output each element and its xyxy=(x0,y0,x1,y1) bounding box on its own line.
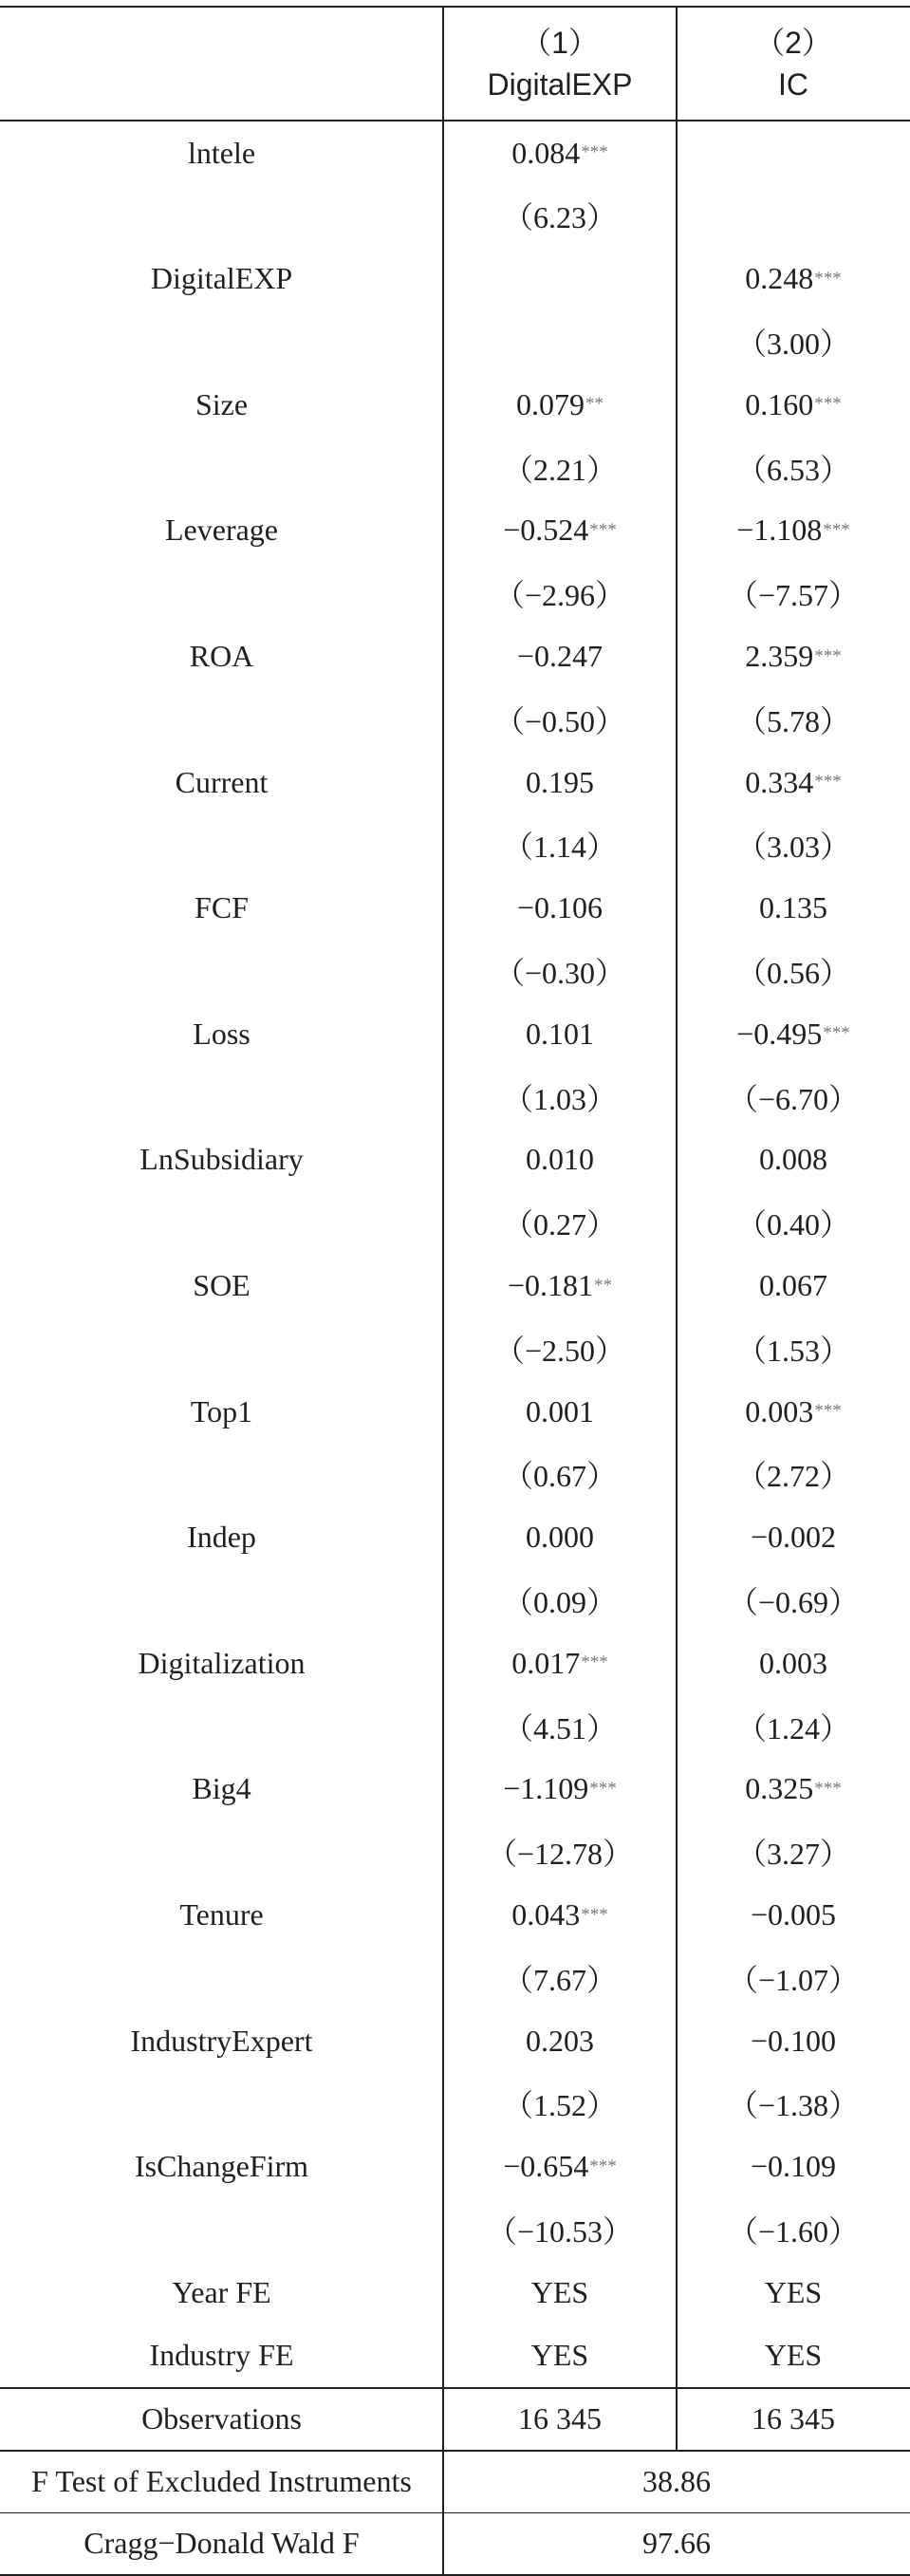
row-label: IndustryExpert xyxy=(130,2023,313,2058)
cell-value: 0.203 xyxy=(526,2023,594,2058)
cell-col2 xyxy=(677,310,910,373)
cell-col2 xyxy=(677,2324,910,2387)
table-row xyxy=(0,1254,910,1316)
cell-value: −0.524 xyxy=(503,513,589,548)
cell-col2 xyxy=(677,2072,910,2135)
row-label: Cragg−Donald Wald F xyxy=(84,2526,360,2561)
cell-col1: 0.017 *** xyxy=(511,1645,608,1680)
cell-value: （1.14） xyxy=(502,830,617,865)
cell-col1: −0.524 *** xyxy=(503,513,617,548)
row-label xyxy=(0,1443,443,1505)
cell-value: （−0.30） xyxy=(493,956,626,991)
statistic-row xyxy=(0,2513,910,2574)
row-label xyxy=(0,1066,443,1129)
row-label: DigitalEXP xyxy=(150,261,293,296)
cell-col2 xyxy=(677,184,910,247)
row-label xyxy=(0,437,443,499)
table-row xyxy=(0,877,910,940)
row-label: Industry FE xyxy=(149,2338,294,2373)
cell-col1: 0.079 ** xyxy=(516,386,604,421)
tstat-row xyxy=(0,1191,910,1254)
tstat-row xyxy=(0,1317,910,1380)
row-label xyxy=(0,2072,443,2135)
cell-col2 xyxy=(677,1947,910,2009)
table-row xyxy=(0,1380,910,1443)
cell-value: （−6.70） xyxy=(727,1081,860,1116)
row-label xyxy=(0,310,443,373)
cell-col2 xyxy=(677,940,910,1002)
tstat-row xyxy=(0,940,910,1002)
cell-value: （2.21） xyxy=(502,452,617,487)
cell-value: 0.067 xyxy=(759,1268,827,1303)
row-label: Tenure xyxy=(179,1897,264,1932)
row-label xyxy=(0,2198,443,2261)
cell-value: （5.78） xyxy=(735,703,850,738)
cell-col1 xyxy=(443,688,677,751)
table-row xyxy=(0,1758,910,1820)
header-blank xyxy=(0,8,443,120)
row-label xyxy=(0,562,443,625)
cell-value: 0.001 xyxy=(526,1393,594,1428)
column-header-col1 xyxy=(443,8,677,120)
cell-value: （−2.96） xyxy=(493,578,626,613)
column-number: （2） xyxy=(754,26,832,60)
cell-col1 xyxy=(443,2009,677,2072)
statistic-value: 97.66 xyxy=(642,2526,711,2561)
cell-value: −0.495 xyxy=(736,1016,823,1051)
cell-col2 xyxy=(677,2198,910,2261)
cell-value: 0.135 xyxy=(759,890,827,925)
cell-value: （0.27） xyxy=(502,1207,617,1242)
cell-value: （6.53） xyxy=(735,452,850,487)
cell-value: −0.247 xyxy=(516,639,604,674)
cell-col1 xyxy=(443,2324,677,2387)
row-label: LnSubsidiary xyxy=(139,1142,304,1177)
cell-col2 xyxy=(677,121,910,184)
table-row xyxy=(0,2009,910,2072)
cell-value: 0.008 xyxy=(759,1142,827,1177)
cell-value: （7.67） xyxy=(502,1962,617,1997)
column-header-col2 xyxy=(677,8,910,120)
cell-value: 0.248 xyxy=(745,261,814,296)
cell-value: 0.101 xyxy=(526,1016,594,1051)
tstat-row xyxy=(0,813,910,876)
row-label xyxy=(0,1820,443,1883)
cell-value: （1.52） xyxy=(502,2088,617,2123)
row-label: IsChangeFirm xyxy=(134,2149,309,2184)
row-label: Current xyxy=(175,764,269,799)
cell-col1 xyxy=(443,1820,677,1883)
cell-value: 0.079 xyxy=(516,386,585,421)
cell-col1 xyxy=(443,1695,677,1758)
cell-col2 xyxy=(677,2009,910,2072)
cell-col1 xyxy=(443,1443,677,1505)
cell-value: −0.181 xyxy=(507,1268,594,1303)
row-label xyxy=(0,813,443,876)
cell-value: （−0.69） xyxy=(727,1585,860,1620)
row-label xyxy=(0,940,443,1002)
cell-col1 xyxy=(443,813,677,876)
observations-row xyxy=(0,2389,910,2450)
cell-value: YES xyxy=(530,2274,589,2309)
cell-col2: 16 345 xyxy=(752,2401,835,2436)
table-row xyxy=(0,2136,910,2198)
row-label: Indep xyxy=(187,1520,256,1555)
cell-col1 xyxy=(443,310,677,373)
cell-col1 xyxy=(443,1002,677,1065)
cell-value: （2.72） xyxy=(735,1459,850,1494)
table-row xyxy=(0,1883,910,1946)
row-label xyxy=(0,1569,443,1632)
cell-col2 xyxy=(677,1443,910,1505)
cell-col2 xyxy=(677,1129,910,1191)
cell-col2 xyxy=(677,437,910,499)
table-row xyxy=(0,1506,910,1569)
cell-col2: 0.003 *** xyxy=(745,1393,842,1428)
cell-value: （−10.53） xyxy=(486,2214,634,2249)
tstat-row xyxy=(0,437,910,499)
cell-col2 xyxy=(677,1820,910,1883)
cell-col1 xyxy=(443,184,677,247)
table-row xyxy=(0,248,910,310)
cell-value: （1.03） xyxy=(502,1081,617,1116)
cell-col1 xyxy=(443,2198,677,2261)
table-row xyxy=(0,625,910,687)
header-row xyxy=(0,8,910,120)
tstat-row xyxy=(0,1695,910,1758)
cell-value: （−1.07） xyxy=(727,1962,860,1997)
cell-col1: 0.043 *** xyxy=(511,1897,608,1932)
row-label: Observations xyxy=(141,2401,302,2436)
table-row xyxy=(0,373,910,436)
cell-col1: 0.084 *** xyxy=(511,135,608,170)
row-label: ROA xyxy=(189,639,254,674)
cell-col2: −1.108 *** xyxy=(736,513,850,548)
cell-value: 0.017 xyxy=(511,1645,581,1680)
cell-value: 0.160 xyxy=(745,386,814,421)
row-label xyxy=(0,1191,443,1254)
cell-value: 0.334 xyxy=(745,764,814,799)
table-row xyxy=(0,499,910,562)
cell-value: （−1.38） xyxy=(727,2088,860,2123)
cell-col1 xyxy=(443,1191,677,1254)
row-label xyxy=(0,688,443,751)
cell-value: −1.108 xyxy=(736,513,823,548)
cell-col2 xyxy=(677,1191,910,1254)
tstat-row xyxy=(0,1066,910,1129)
cell-col2 xyxy=(677,813,910,876)
cell-value: 0.043 xyxy=(511,1897,581,1932)
cell-col1 xyxy=(443,2072,677,2135)
cell-col2: 0.160 *** xyxy=(745,386,842,421)
row-label xyxy=(0,184,443,247)
cell-value: 0.003 xyxy=(759,1645,827,1680)
table-row xyxy=(0,1002,910,1065)
cell-value: −0.654 xyxy=(503,2149,589,2184)
cell-col1 xyxy=(443,248,677,310)
statistic-row xyxy=(0,2452,910,2512)
table-row xyxy=(0,751,910,813)
cell-value: 2.359 xyxy=(745,639,814,674)
cell-value: （−0.50） xyxy=(493,703,626,738)
cell-value: −0.005 xyxy=(750,1897,837,1932)
cell-value: −0.100 xyxy=(750,2023,837,2058)
cell-col1: 16 345 xyxy=(518,2401,602,2436)
cell-value: （−1.60） xyxy=(727,2214,860,2249)
cell-value: 0.195 xyxy=(526,764,594,799)
table-row xyxy=(0,1129,910,1191)
cell-col2 xyxy=(677,2136,910,2198)
cell-value: 0.325 xyxy=(745,1771,814,1806)
row-label: SOE xyxy=(193,1268,251,1303)
tstat-row xyxy=(0,1569,910,1632)
table-row xyxy=(0,2261,910,2324)
row-label: Big4 xyxy=(192,1771,251,1806)
table-row xyxy=(0,2324,910,2387)
cell-col1 xyxy=(443,877,677,940)
cell-value: （0.67） xyxy=(502,1459,617,1494)
cell-value: （0.09） xyxy=(502,1585,617,1620)
cell-col2 xyxy=(677,1632,910,1694)
cell-col2 xyxy=(677,1569,910,1632)
table-row xyxy=(0,121,910,184)
cell-value: YES xyxy=(530,2338,589,2373)
table-rule xyxy=(0,2574,910,2576)
cell-value: YES xyxy=(764,2338,823,2373)
cell-col2: −0.495 *** xyxy=(736,1016,850,1051)
cell-col2 xyxy=(677,2261,910,2324)
cell-col2 xyxy=(677,877,910,940)
tstat-row xyxy=(0,1947,910,2009)
table-row xyxy=(0,1632,910,1694)
tstat-row xyxy=(0,1820,910,1883)
cell-col2 xyxy=(677,562,910,625)
cell-col1: −0.654 *** xyxy=(503,2149,617,2184)
cell-col1 xyxy=(443,1129,677,1191)
statistic-value: 38.86 xyxy=(642,2464,711,2499)
cell-col1 xyxy=(443,940,677,1002)
row-label: Size xyxy=(195,386,249,421)
column-name: DigitalEXP xyxy=(487,67,633,102)
cell-value: （−2.50） xyxy=(493,1333,626,1368)
cell-col2 xyxy=(677,1254,910,1316)
cell-value: −0.002 xyxy=(750,1520,837,1555)
cell-col1 xyxy=(443,1569,677,1632)
row-label: Leverage xyxy=(164,513,278,548)
cell-value: YES xyxy=(764,2274,823,2309)
cell-value: （1.53） xyxy=(735,1333,850,1368)
column-divider xyxy=(442,2452,444,2576)
row-label: Year FE xyxy=(172,2274,271,2309)
cell-col1 xyxy=(443,1317,677,1380)
cell-col1: −1.109 *** xyxy=(503,1771,617,1806)
cell-col1 xyxy=(443,1506,677,1569)
row-label xyxy=(0,1947,443,2009)
cell-col2: 2.359 *** xyxy=(745,639,842,674)
tstat-row xyxy=(0,562,910,625)
cell-col1 xyxy=(443,2261,677,2324)
cell-value: （−7.57） xyxy=(727,578,860,613)
cell-col2: 0.325 *** xyxy=(745,1771,842,1806)
cell-value: （3.27） xyxy=(735,1837,850,1872)
tstat-row xyxy=(0,2198,910,2261)
cell-col1 xyxy=(443,625,677,687)
cell-value: （−12.78） xyxy=(486,1837,634,1872)
tstat-row xyxy=(0,688,910,751)
cell-col2 xyxy=(677,688,910,751)
cell-col1 xyxy=(443,751,677,813)
tstat-row xyxy=(0,310,910,373)
tstat-row xyxy=(0,1443,910,1505)
row-label xyxy=(0,1695,443,1758)
cell-col1: −0.181 ** xyxy=(507,1268,613,1303)
row-label: FCF xyxy=(195,890,249,925)
cell-col1 xyxy=(443,1380,677,1443)
cell-value: （3.03） xyxy=(735,830,850,865)
cell-col2 xyxy=(677,1506,910,1569)
cell-value: （0.40） xyxy=(735,1207,850,1242)
cell-col2 xyxy=(677,1883,910,1946)
row-label: Top1 xyxy=(190,1393,253,1428)
column-name: IC xyxy=(778,67,808,102)
cell-col2: 0.248 *** xyxy=(745,261,842,296)
cell-col2 xyxy=(677,1695,910,1758)
cell-value: 0.000 xyxy=(526,1520,594,1555)
cell-col2: 0.334 *** xyxy=(745,764,842,799)
row-label: Loss xyxy=(193,1016,251,1051)
row-label: Digitalization xyxy=(138,1645,306,1680)
column-number: （1） xyxy=(521,26,599,60)
column-divider xyxy=(442,6,444,2452)
cell-value: （6.23） xyxy=(502,200,617,235)
cell-col1 xyxy=(443,562,677,625)
cell-col2 xyxy=(677,1317,910,1380)
row-label: F Test of Excluded Instruments xyxy=(31,2464,412,2499)
column-divider xyxy=(676,6,678,2452)
cell-value: （4.51） xyxy=(502,1710,617,1745)
row-label: lntele xyxy=(187,135,256,170)
tstat-row xyxy=(0,184,910,247)
cell-value: （1.24） xyxy=(735,1710,850,1745)
cell-value: 0.003 xyxy=(745,1393,814,1428)
cell-value: −0.106 xyxy=(516,890,604,925)
cell-value: （3.00） xyxy=(735,327,850,362)
row-label xyxy=(0,1317,443,1380)
cell-col1 xyxy=(443,1066,677,1129)
cell-col2 xyxy=(677,1066,910,1129)
cell-value: −0.109 xyxy=(750,2149,837,2184)
cell-value: （0.56） xyxy=(735,956,850,991)
cell-value: 0.010 xyxy=(526,1142,594,1177)
cell-col1 xyxy=(443,1947,677,2009)
cell-value: −1.109 xyxy=(503,1771,589,1806)
tstat-row xyxy=(0,2072,910,2135)
cell-value: 0.084 xyxy=(511,135,581,170)
cell-col1 xyxy=(443,437,677,499)
